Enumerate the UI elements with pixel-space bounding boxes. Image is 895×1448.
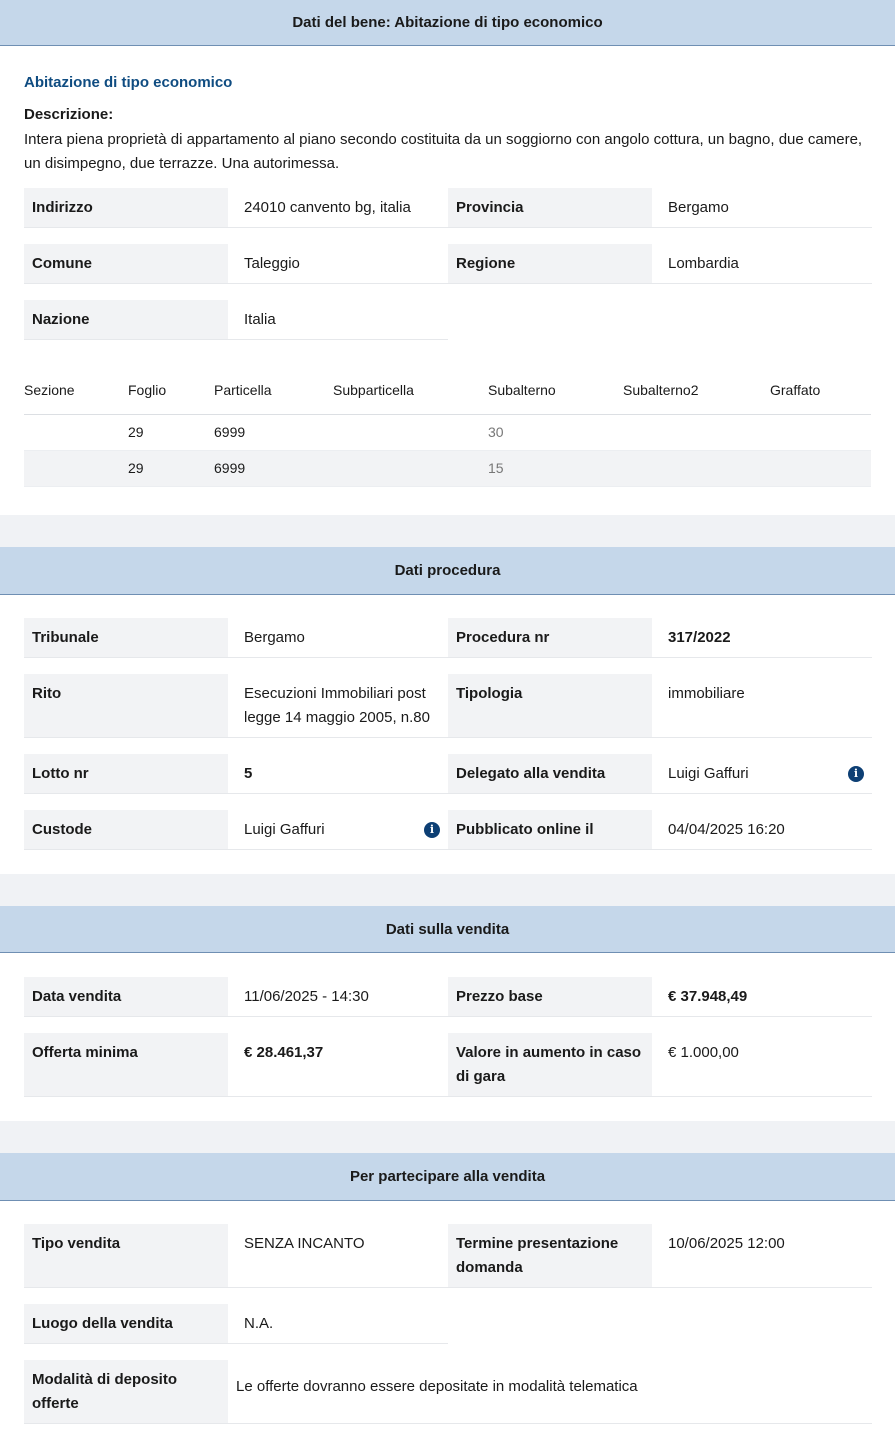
table-cell: [770, 414, 871, 450]
field-value: 11/06/2025 - 14:30: [228, 977, 448, 1017]
field-modalita: [24, 1360, 872, 1424]
table-cell: [770, 450, 871, 486]
column-header: Particella: [214, 366, 333, 414]
field-value: Italia: [228, 300, 448, 340]
field-indirizzo: [24, 188, 448, 228]
column-header: Subalterno: [488, 366, 623, 414]
field-regione: [448, 244, 872, 284]
field-value: Esecuzioni Immobiliari post legge 14 maggio 2005, n.80: [228, 674, 448, 738]
field-label: Regione: [448, 244, 652, 284]
field-pubblicato: [448, 810, 872, 850]
field-offerta-minima: [24, 1033, 448, 1097]
field-value: Luigi Gaffuri: [668, 765, 749, 782]
field-provincia: [448, 188, 872, 228]
field-value: Luigi Gaffuri: [244, 821, 325, 838]
field-value: € 37.948,49: [652, 977, 872, 1017]
table-row: [24, 450, 871, 486]
field-delegato: [448, 754, 872, 794]
field-value: 5: [228, 754, 448, 794]
field-value-wrap: [228, 810, 448, 850]
table-row: [24, 414, 871, 450]
field-value: 10/06/2025 12:00: [652, 1224, 872, 1288]
field-value: SENZA INCANTO: [228, 1224, 448, 1288]
table-cell: [24, 450, 128, 486]
field-luogo: [24, 1304, 448, 1344]
table-cell: 6999: [214, 450, 333, 486]
field-rito: [24, 674, 448, 738]
field-tipologia: [448, 674, 872, 738]
field-value: € 28.461,37: [228, 1033, 448, 1097]
table-cell: [333, 414, 488, 450]
description-text: Intera piena proprietà di appartamento al piano secondo costituita da un soggiorno con angolo cottura, un bagno, due camere, un disimpegno, due terrazze. Una autorimessa.: [24, 131, 863, 172]
field-label: Custode: [24, 810, 228, 850]
partecipare-header: Per partecipare alla vendita: [0, 1153, 895, 1201]
field-lotto: [24, 754, 448, 794]
field-nazione: [24, 300, 448, 340]
bene-header: Dati del bene: Abitazione di tipo economico: [0, 0, 895, 46]
field-label: Data vendita: [24, 977, 228, 1017]
partecipare-card: [0, 1153, 895, 1448]
field-label: Provincia: [448, 188, 652, 228]
column-header: Subparticella: [333, 366, 488, 414]
table-cell: [623, 450, 770, 486]
field-termine: [448, 1224, 872, 1288]
field-label: Lotto nr: [24, 754, 228, 794]
field-value: Taleggio: [228, 244, 448, 284]
table-cell: 30: [488, 414, 623, 450]
field-custode: [24, 810, 448, 850]
field-prezzo-base: [448, 977, 872, 1017]
cadastral-header-row: [24, 366, 871, 414]
column-header: Sezione: [24, 366, 128, 414]
field-label: Valore in aumento in caso di gara: [448, 1033, 652, 1097]
field-value: Le offerte dovranno essere depositate in modalità telematica: [228, 1360, 872, 1424]
table-cell: 29: [128, 414, 214, 450]
field-label: Tribunale: [24, 618, 228, 658]
field-label: Delegato alla vendita: [448, 754, 652, 794]
field-label: Luogo della vendita: [24, 1304, 228, 1344]
field-value-wrap: [652, 754, 872, 794]
field-value: Lombardia: [652, 244, 872, 284]
info-icon[interactable]: i: [424, 822, 440, 838]
field-value: Bergamo: [228, 618, 448, 658]
field-value: immobiliare: [652, 674, 872, 738]
bene-title: Abitazione di tipo economico: [24, 74, 233, 91]
table-cell: 29: [128, 450, 214, 486]
field-tipo-vendita: [24, 1224, 448, 1288]
field-value: 24010 canvento bg, italia: [228, 188, 448, 228]
field-tribunale: [24, 618, 448, 658]
table-cell: [24, 414, 128, 450]
field-value: € 1.000,00: [652, 1033, 872, 1097]
field-label: Tipologia: [448, 674, 652, 738]
field-valore-aumento: [448, 1033, 872, 1097]
field-comune: [24, 244, 448, 284]
field-label: Modalità di deposito offerte: [24, 1360, 228, 1424]
field-procedura-nr: [448, 618, 872, 658]
field-label: Termine presentazione domanda: [448, 1224, 652, 1288]
vendita-card: [0, 906, 895, 1121]
procedura-header: Dati procedura: [0, 547, 895, 595]
field-label: Tipo vendita: [24, 1224, 228, 1288]
field-label: Offerta minima: [24, 1033, 228, 1097]
table-cell: 6999: [214, 414, 333, 450]
cadastral-table: [24, 366, 871, 487]
field-value: 317/2022: [652, 618, 872, 658]
field-label: Rito: [24, 674, 228, 738]
vendita-header: Dati sulla vendita: [0, 906, 895, 953]
field-value: Bergamo: [652, 188, 872, 228]
table-cell: 15: [488, 450, 623, 486]
field-label: Comune: [24, 244, 228, 284]
field-label: Prezzo base: [448, 977, 652, 1017]
field-label: Procedura nr: [448, 618, 652, 658]
field-value: N.A.: [228, 1304, 448, 1344]
info-icon[interactable]: i: [848, 766, 864, 782]
column-header: Graffato: [770, 366, 871, 414]
field-label: Nazione: [24, 300, 228, 340]
description-label: Descrizione:: [24, 106, 114, 123]
column-header: Subalterno2: [623, 366, 770, 414]
table-cell: [623, 414, 770, 450]
field-value: 04/04/2025 16:20: [652, 810, 872, 850]
bene-card: [0, 0, 895, 515]
field-data-vendita: [24, 977, 448, 1017]
field-label: Pubblicato online il: [448, 810, 652, 850]
table-cell: [333, 450, 488, 486]
column-header: Foglio: [128, 366, 214, 414]
procedura-card: [0, 547, 895, 874]
field-label: Indirizzo: [24, 188, 228, 228]
